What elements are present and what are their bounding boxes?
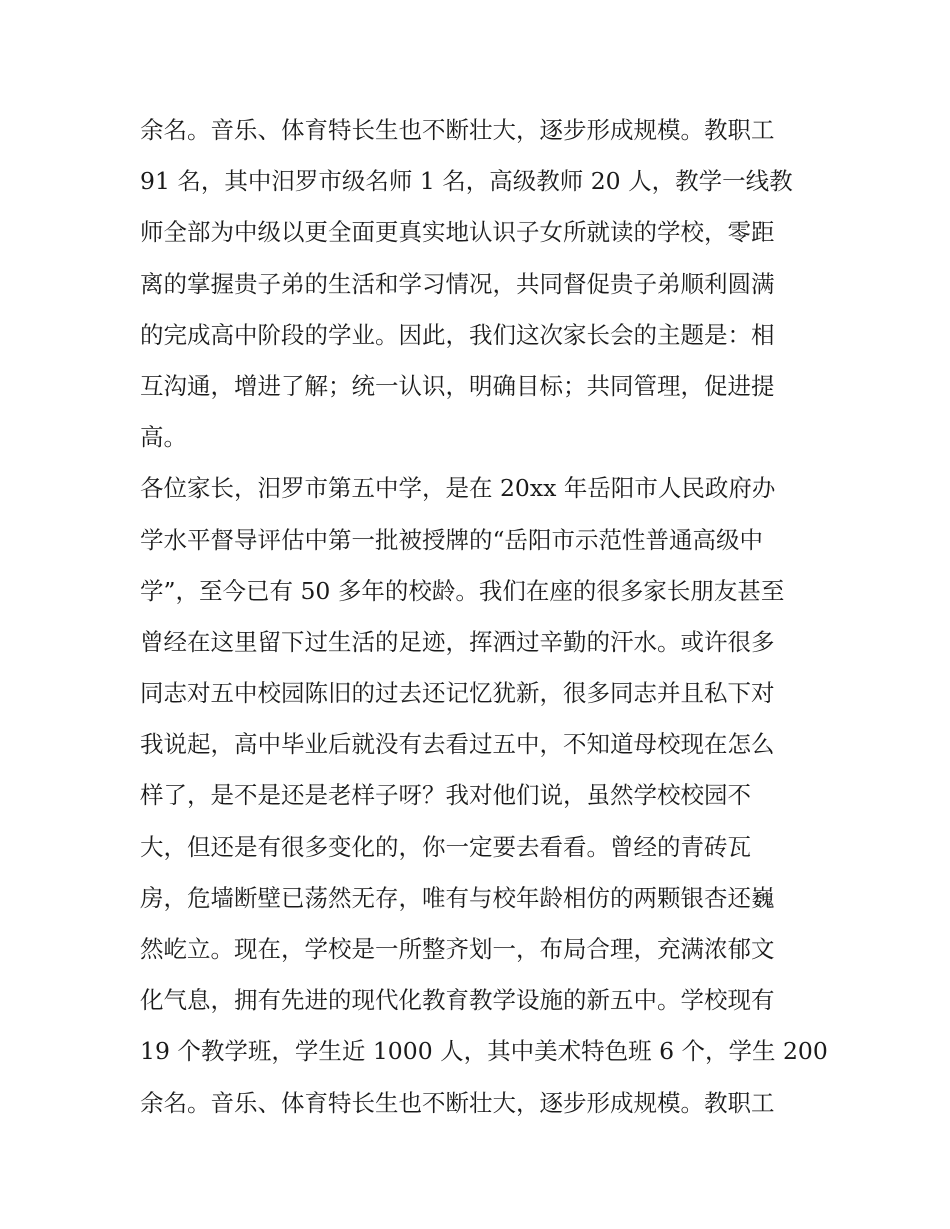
text-line: 余名。音乐、体育特长生也不断壮大，逐步形成规模。教职工	[140, 116, 775, 144]
body-text	[140, 105, 828, 1129]
text-line: 互沟通，增进了解；统一认识，明确目标；共同管理，促进提	[140, 371, 775, 400]
text-line: 同志对五中校园陈旧的过去还记忆犹新，很多同志并且私下对	[140, 679, 775, 708]
text-line: 师全部为中级以更全面更真实地认识子女所就读的学校，零距	[140, 218, 775, 247]
text-line: 余名。音乐、体育特长生也不断壮大，逐步形成规模。教职工	[140, 1088, 775, 1117]
text-line: 样了，是不是还是老样子呀？我对他们说，虽然学校校园不	[140, 781, 751, 810]
text-line: 然屹立。现在，学校是一所整齐划一，布局合理，充满浓郁文	[140, 935, 775, 963]
text-line: 学”，至今已有 50 多年的校龄。我们在座的很多家长朋友甚至	[140, 576, 785, 605]
text-line: 我说起，高中毕业后就没有去看过五中，不知道母校现在怎么	[140, 730, 775, 759]
text-line: 91 名，其中汨罗市级名师 1 名，高级教师 20 人，教学一线教	[140, 167, 793, 196]
text-line: 大，但还是有很多变化的，你一定要去看看。曾经的青砖瓦	[140, 832, 751, 861]
text-line: 19 个教学班，学生近 1000 人，其中美术特色班 6 个，学生 200	[140, 1037, 828, 1066]
text-line: 离的掌握贵子弟的生活和学习情况，共同督促贵子弟顺利圆满	[140, 269, 775, 298]
text-line: 房，危墙断壁已荡然无存，唯有与校年龄相仿的两颗银杏还巍	[140, 883, 775, 912]
text-line: 高。	[140, 423, 187, 452]
text-line: 学水平督导评估中第一批被授牌的“岳阳市示范性普通高级中	[140, 525, 764, 554]
text-line: 化气息，拥有先进的现代化教育教学设施的新五中。学校现有	[140, 986, 775, 1015]
text-line: 各位家长，汨罗市第五中学，是在 20xx 年岳阳市人民政府办	[140, 474, 776, 503]
text-line: 曾经在这里留下过生活的足迹，挥洒过辛勤的汗水。或许很多	[140, 627, 775, 656]
text-line: 的完成高中阶段的学业。因此，我们这次家长会的主题是：相	[140, 320, 775, 349]
